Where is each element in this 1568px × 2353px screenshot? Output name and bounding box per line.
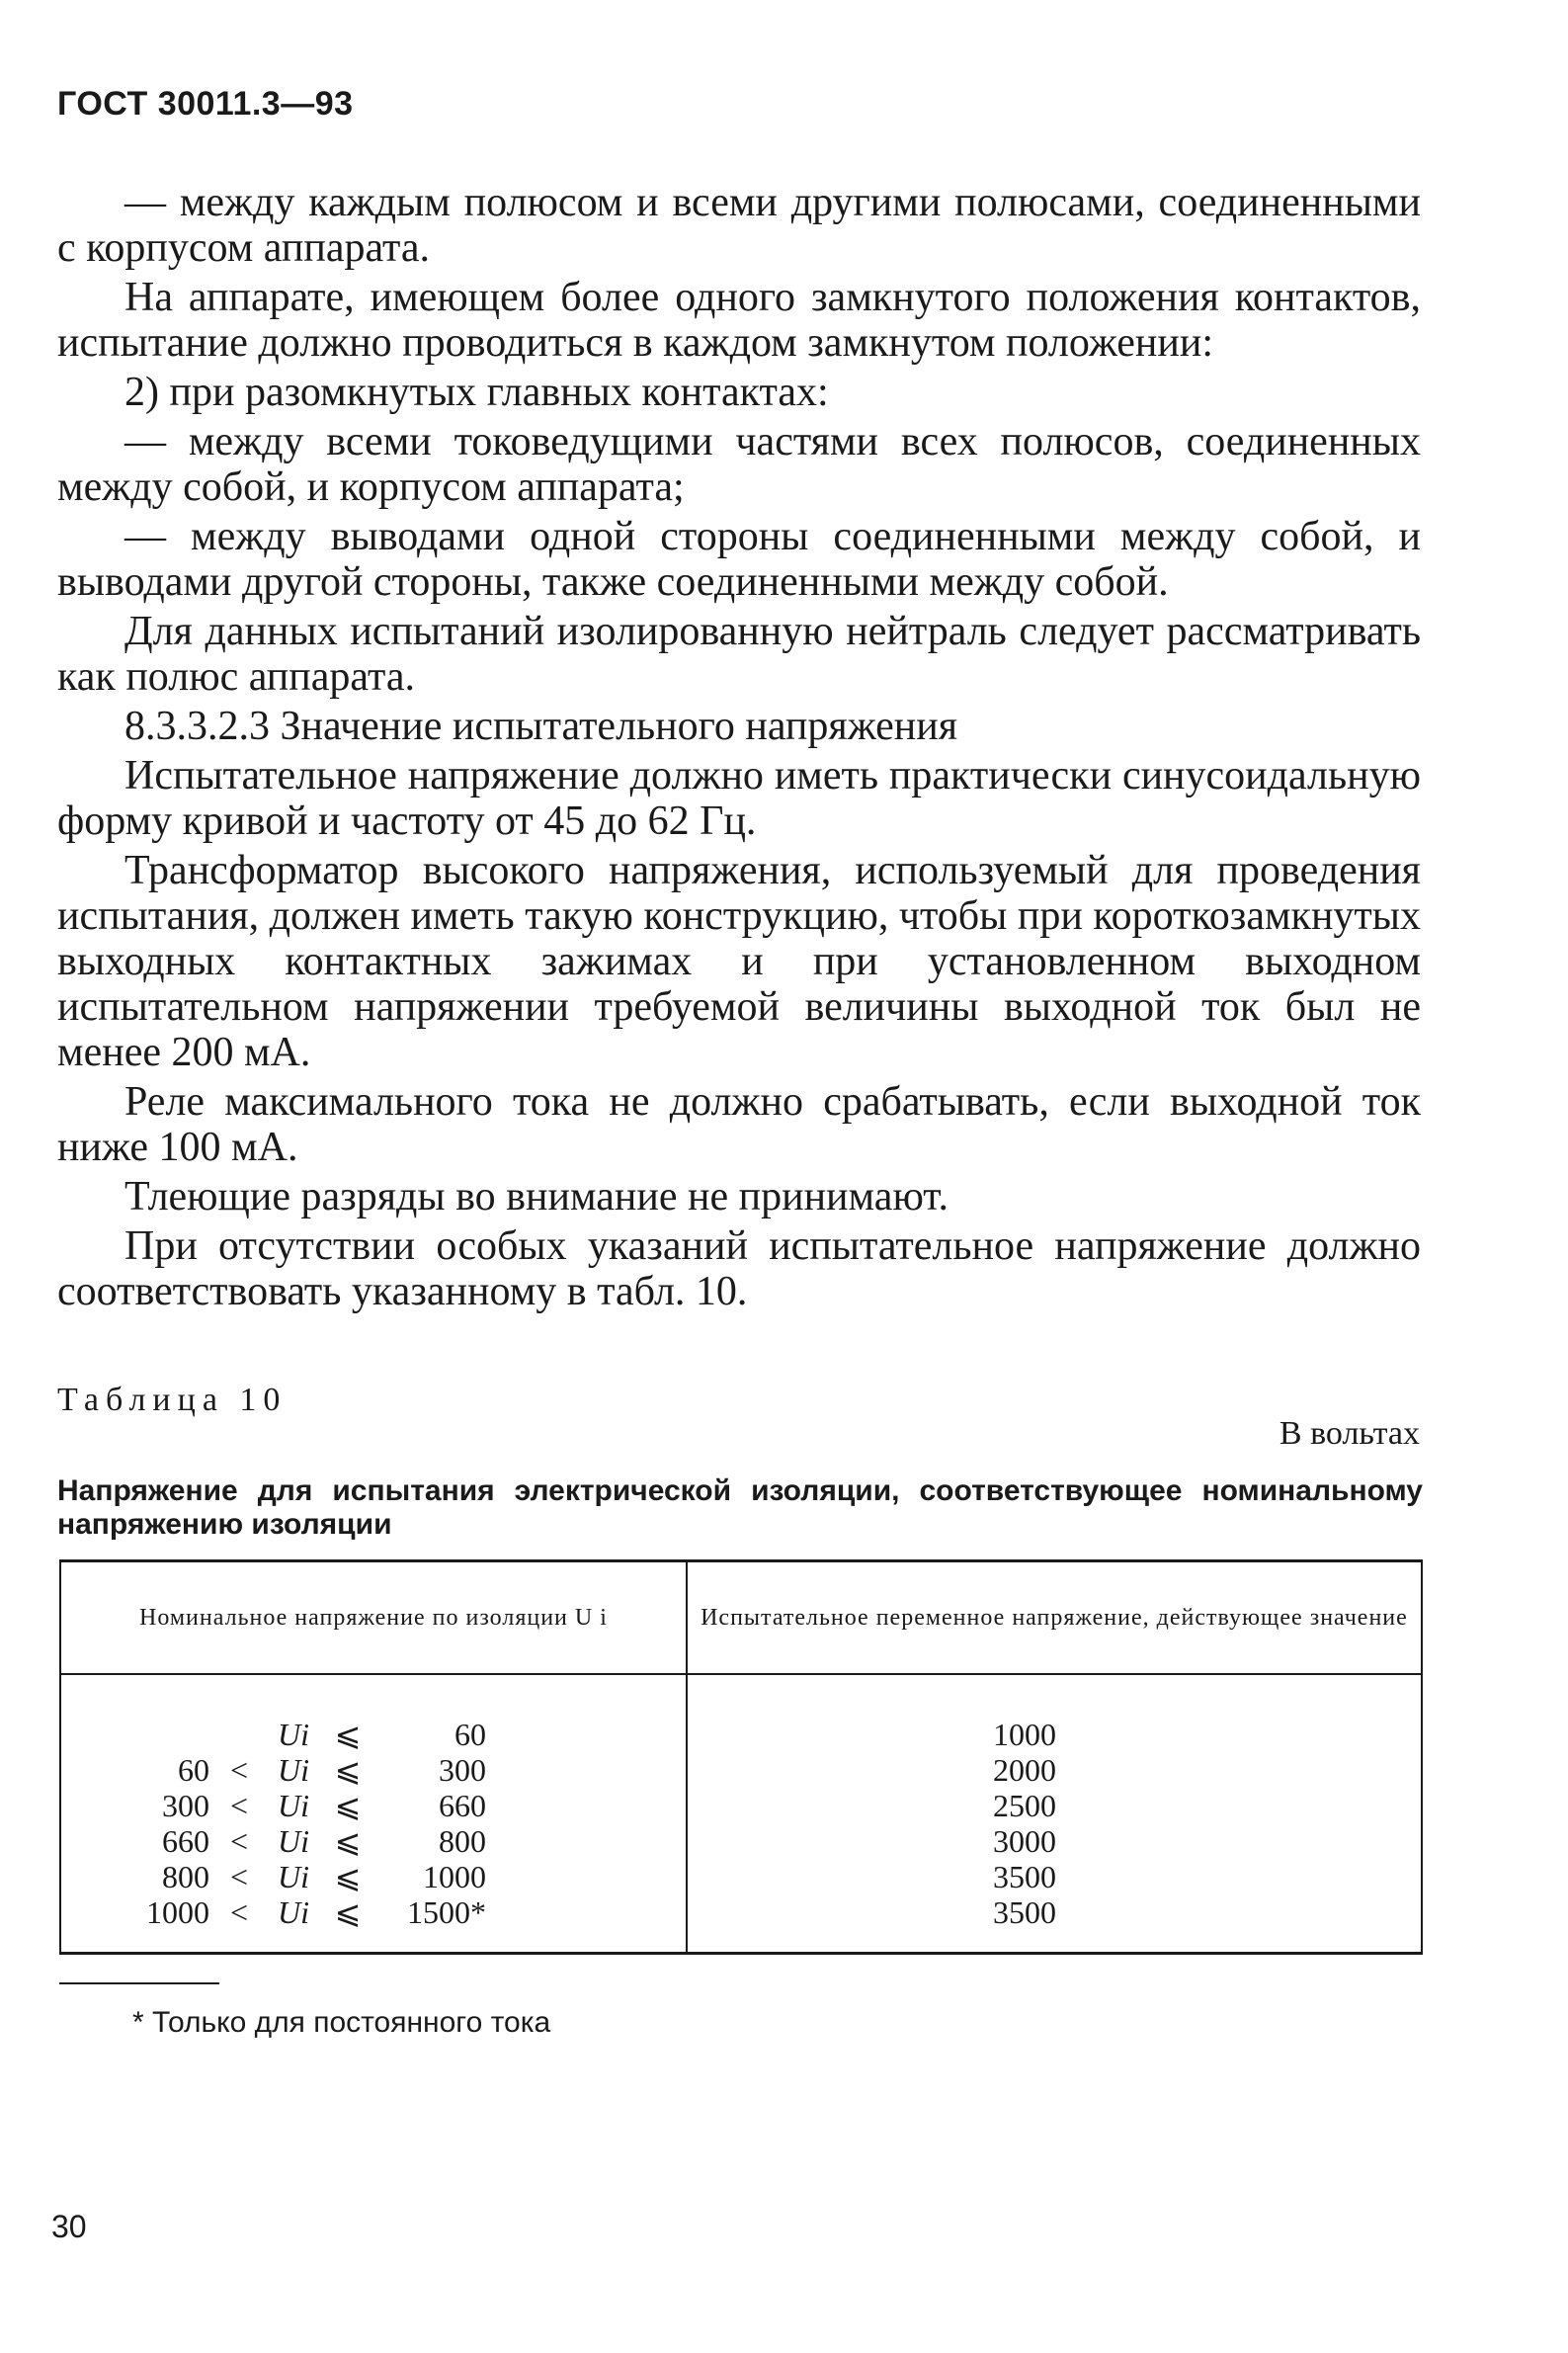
test-voltage-value: 1000 <box>687 1674 1422 1752</box>
range-op1: < <box>229 1823 249 1859</box>
range-lo: 300 <box>162 1788 209 1823</box>
footnote: * Только для постоянного тока <box>132 2006 551 2039</box>
table-row <box>60 1823 1422 1859</box>
range-var: Ui <box>278 1894 309 1930</box>
paragraph: 2) при разомкнутых главных контактах: <box>124 370 829 415</box>
range-op2: ⩽ <box>334 1859 362 1894</box>
test-voltage-value: 3000 <box>687 1823 1422 1859</box>
body-text <box>57 180 1421 1318</box>
nominal-voltage-range <box>60 1788 687 1823</box>
table-header-row <box>60 1561 1422 1675</box>
paragraph: Трансформатор высокого напряжения, используемый для проведения испытания, должен иметь такую конструкцию, чтобы при короткозамкнутых выходных контактных зажимах и при установленном выходном испытательном напряжении требуемой величины выходной ток был не менее 200 мА. <box>57 848 1421 1075</box>
paragraph: Испытательное напряжение должно иметь практически синусоидальную форму кривой и частоту от 45 до 62 Гц. <box>57 753 1421 844</box>
range-var: Ui <box>278 1823 309 1859</box>
range-var: Ui <box>278 1752 309 1788</box>
table-caption: Напряжение для испытания электрической изоляции, соответствующее номинальному напряжению изоляции <box>57 1474 1423 1541</box>
nominal-voltage-range <box>60 1752 687 1788</box>
paragraph: На аппарате, имеющем более одного замкнутого положения контактов, испытание должно проводиться в каждом замкнутом положении: <box>57 275 1421 366</box>
paragraph: Для данных испытаний изолированную нейтраль следует рассматривать как полюс аппарата. <box>57 609 1421 700</box>
test-voltage-value: 3500 <box>687 1859 1422 1894</box>
paragraph: Тлеющие разряды во внимание не принимают. <box>124 1174 949 1219</box>
range-lo: 800 <box>162 1859 209 1894</box>
range-hi: 60 <box>454 1717 486 1752</box>
range-op2: ⩽ <box>334 1894 362 1930</box>
range-lo: 1000 <box>146 1894 209 1930</box>
table-row <box>60 1674 1422 1752</box>
table-header-test-voltage: Испытательное переменное напряжение, действующее значение <box>687 1561 1422 1675</box>
range-lo: 60 <box>178 1752 209 1788</box>
table-row <box>60 1788 1422 1823</box>
range-hi: 300 <box>439 1752 486 1788</box>
test-voltage-value: 2500 <box>687 1788 1422 1823</box>
range-lo: 660 <box>162 1823 209 1859</box>
range-var: Ui <box>278 1859 309 1894</box>
nominal-voltage-range <box>60 1894 687 1954</box>
table-units: В вольтах <box>1279 1415 1420 1452</box>
nominal-voltage-range <box>60 1674 687 1752</box>
nominal-voltage-range <box>60 1859 687 1894</box>
paragraph: 8.3.3.2.3 Значение испытательного напряжения <box>124 704 958 749</box>
paragraph: — между всеми токоведущими частями всех полюсов, соединенных между собой, и корпусом аппарата; <box>57 419 1421 510</box>
paragraph: — между каждым полюсом и всеми другими полюсами, соединенными с корпусом аппарата. <box>57 180 1421 271</box>
voltage-table <box>59 1559 1423 1955</box>
paragraph: Реле максимального тока не должно срабатывать, если выходной ток ниже 100 мА. <box>57 1079 1421 1170</box>
range-var: Ui <box>278 1788 309 1823</box>
range-op1: < <box>229 1894 249 1930</box>
range-op2: ⩽ <box>334 1823 362 1859</box>
test-voltage-value: 2000 <box>687 1752 1422 1788</box>
document-header: ГОСТ 30011.3—93 <box>57 85 354 123</box>
range-op1: < <box>229 1859 249 1894</box>
range-hi: 660 <box>439 1788 486 1823</box>
range-op2: ⩽ <box>334 1717 362 1752</box>
table-row <box>60 1859 1422 1894</box>
range-hi: 800 <box>439 1823 486 1859</box>
paragraph: При отсутствии особых указаний испытательное напряжение должно соответствовать указанному в табл. 10. <box>57 1223 1421 1314</box>
table-row <box>60 1752 1422 1788</box>
range-op2: ⩽ <box>334 1788 362 1823</box>
range-var: Ui <box>278 1717 309 1752</box>
paragraph: — между выводами одной стороны соединенными между собой, и выводами другой стороны, также соединенными между собой. <box>57 514 1421 605</box>
table-row <box>60 1894 1422 1954</box>
test-voltage-value: 3500 <box>687 1894 1422 1954</box>
nominal-voltage-range <box>60 1823 687 1859</box>
page-number: 30 <box>51 2209 87 2244</box>
table-header-nominal-voltage: Номинальное напряжение по изоляции U i <box>60 1561 687 1675</box>
range-hi: 1500* <box>407 1894 486 1930</box>
range-op2: ⩽ <box>334 1752 362 1788</box>
range-op1: < <box>229 1788 249 1823</box>
table-title: Таблица 10 <box>57 1382 288 1418</box>
range-op1: < <box>229 1752 249 1788</box>
range-hi: 1000 <box>423 1859 486 1894</box>
footnote-rule <box>59 1982 219 1984</box>
